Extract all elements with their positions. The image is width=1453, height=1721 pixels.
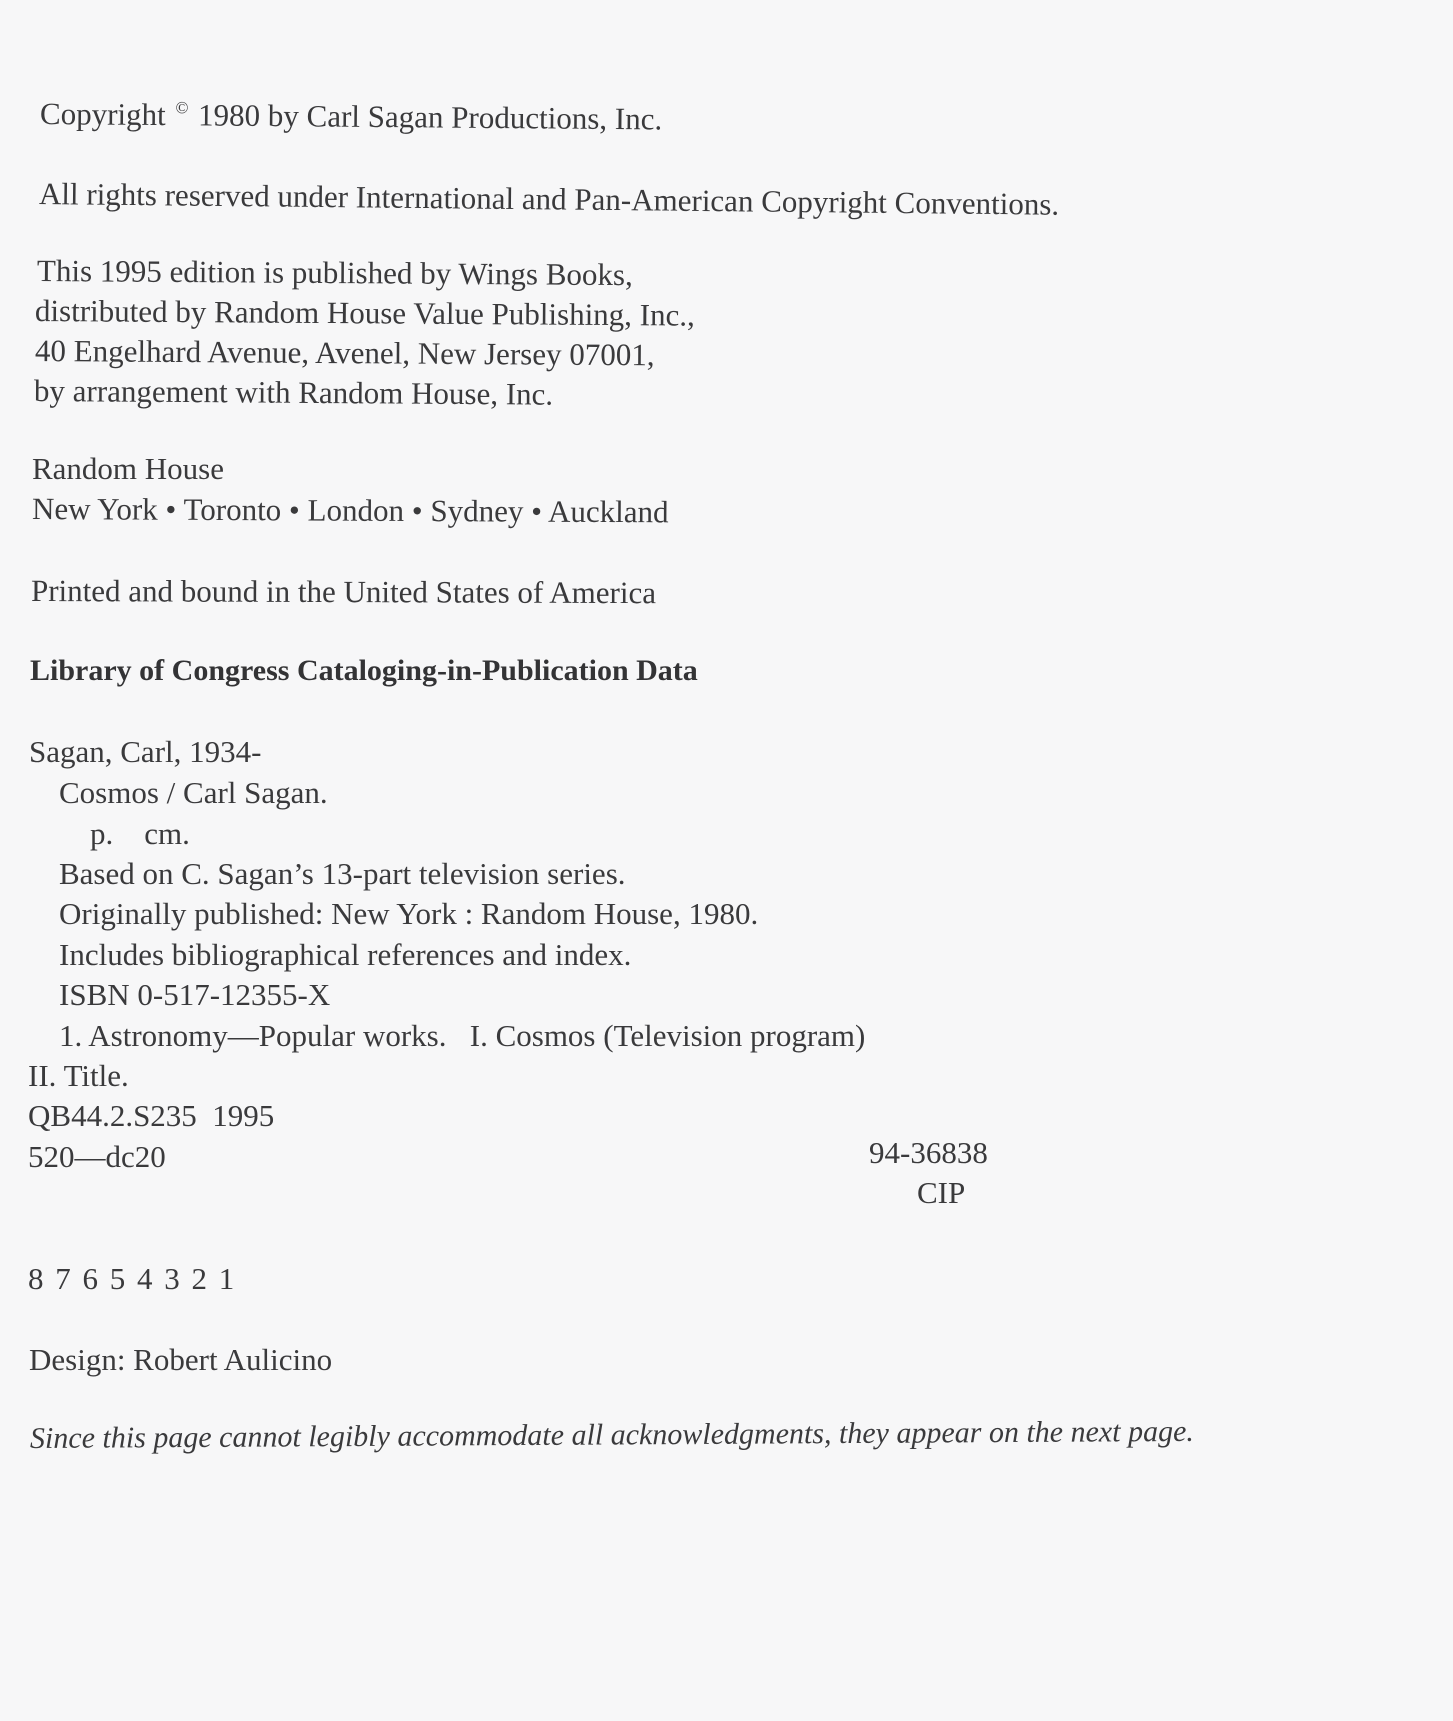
publisher-name: Random House bbox=[32, 451, 225, 486]
printed-statement: Printed and bound in the United States of America bbox=[30, 573, 657, 611]
cip-subjects: 1. Astronomy—Popular works. I. Cosmos (Television program) bbox=[59, 1018, 866, 1053]
cip-label: CIP bbox=[917, 1175, 966, 1210]
cip-pagination: p. cm. bbox=[90, 816, 190, 851]
edition-line-4: by arrangement with Random House, Inc. bbox=[33, 373, 554, 412]
cip-title-entry: II. Title. bbox=[28, 1058, 129, 1093]
copyright-line bbox=[39, 96, 663, 137]
printing-line: 8 7 6 5 4 3 2 1 bbox=[28, 1261, 237, 1296]
copyright-prefix: Copyright bbox=[39, 96, 166, 133]
cip-title: Cosmos / Carl Sagan. bbox=[59, 775, 328, 810]
cip-author: Sagan, Carl, 1934- bbox=[29, 734, 262, 769]
edition-line-1: This 1995 edition is published by Wings Books, bbox=[36, 253, 633, 293]
cip-control-number: 94-36838 bbox=[869, 1135, 988, 1170]
cip-note-series: Based on C. Sagan’s 13-part television series. bbox=[59, 856, 626, 891]
publisher-cities: New York • Toronto • London • Sydney • Auckland bbox=[31, 491, 669, 530]
cip-isbn: ISBN 0-517-12355-X bbox=[59, 977, 331, 1012]
cip-dewey-number: 520—dc20 bbox=[28, 1139, 166, 1174]
acknowledgments-note: Since this page cannot legibly accommodate all acknowledgments, they appear on the next page. bbox=[29, 1414, 1194, 1455]
edition-line-2: distributed by Random House Value Publishing, Inc., bbox=[34, 293, 695, 333]
cip-note-original: Originally published: New York : Random House, 1980. bbox=[59, 896, 759, 931]
cip-note-bibliography: Includes bibliographical references and index. bbox=[59, 937, 632, 972]
copyright-symbol-icon: © bbox=[175, 98, 189, 118]
design-credit: Design: Robert Aulicino bbox=[29, 1342, 333, 1377]
edition-line-3: 40 Engelhard Avenue, Avenel, New Jersey 07001, bbox=[34, 333, 655, 373]
cip-heading: Library of Congress Cataloging-in-Publication Data bbox=[30, 654, 698, 687]
rights-statement: All rights reserved under International and Pan-American Copyright Conventions. bbox=[38, 176, 1060, 222]
copyright-text: 1980 by Carl Sagan Productions, Inc. bbox=[197, 97, 663, 137]
cip-lc-call-number: QB44.2.S235 1995 bbox=[28, 1098, 275, 1133]
